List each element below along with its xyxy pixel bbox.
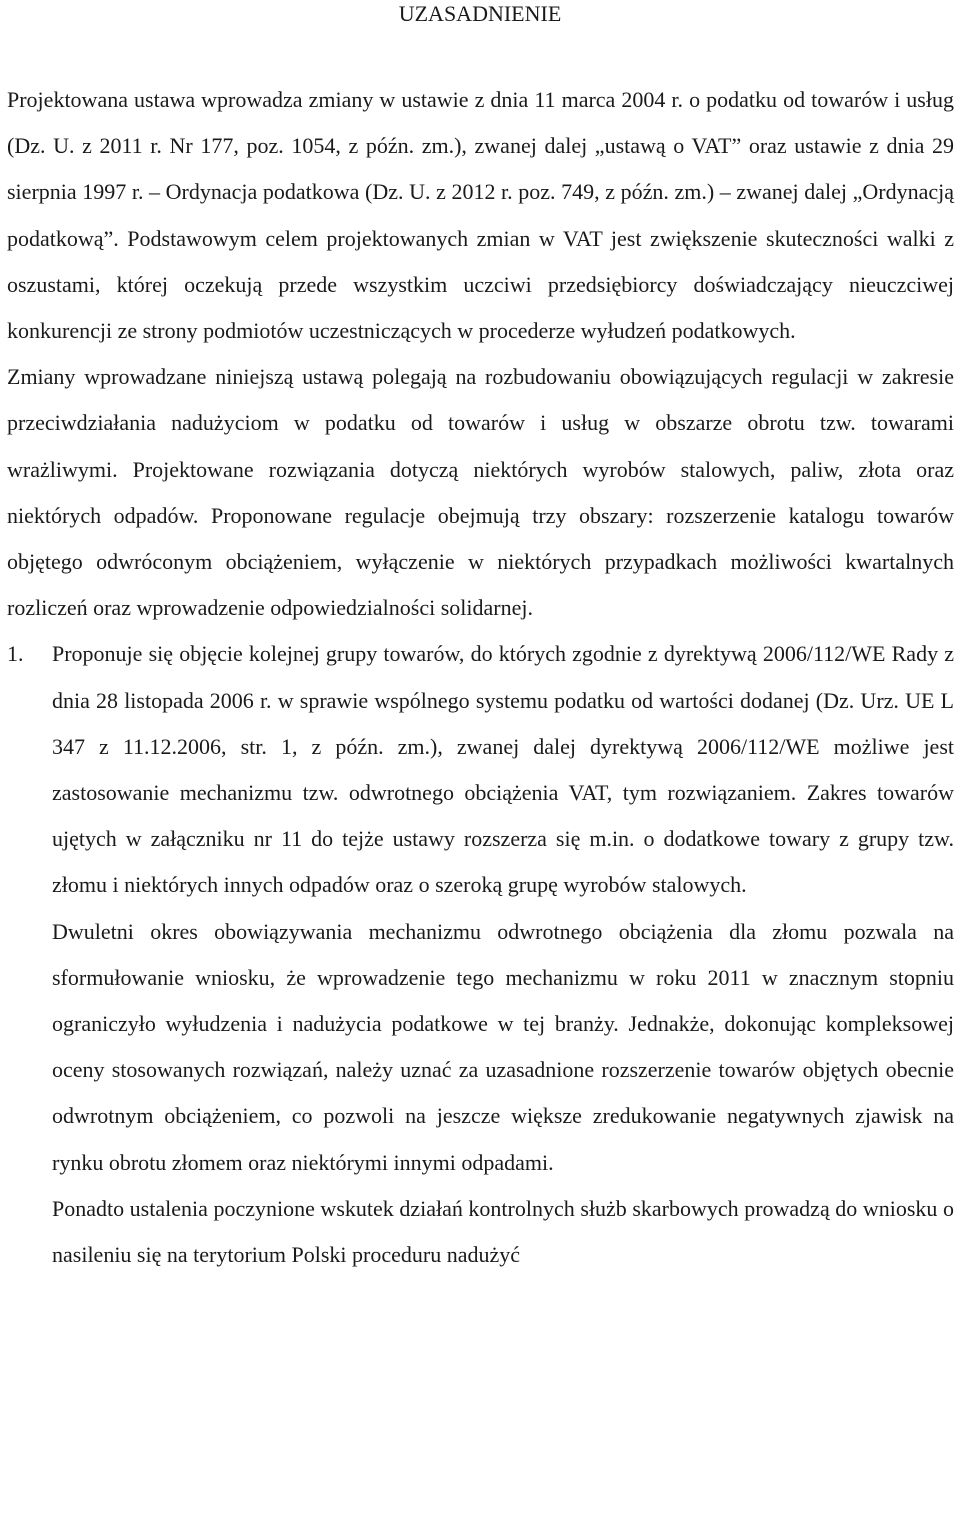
document-title: UZASADNIENIE xyxy=(398,1,562,26)
list-item-paragraph: Proponuje się objęcie kolejnej grupy towarów, do których zgodnie z dyrektywą 2006/112/WE Rady z dnia 28 listopada 2006 r. w sprawie wspólnego systemu podatku od wartości dodanej (Dz. Urz. UE L 347 z 11.12.2006, str. 1, z późn. zm.), zwanej dalej dyrektywą 2006/112/WE możliwe jest zastosowanie mechanizmu tzw. odwrotnego obciążenia VAT, tym rozwiązaniem. Zakres towarów ujętych w załączniku nr 11 do tejże ustawy rozszerza się m.in. o dodatkowe towary z grupy tzw. złomu i niektórych innych odpadów oraz o szeroką grupę wyrobów stalowych. xyxy=(52,641,954,898)
list-number: 1. xyxy=(7,641,24,667)
list-item-paragraph: Ponadto ustalenia poczynione wskutek działań kontrolnych służb skarbowych prowadzą do wniosku o nasileniu się na terytorium Polski proceduru nadużyć xyxy=(52,1195,954,1268)
list-item-paragraph: Dwuletni okres obowiązywania mechanizmu odwrotnego obciążenia dla złomu pozwala na sformułowanie wniosku, że wprowadzenie tego mechanizmu w roku 2011 w znacznym stopniu ograniczyło wyłudzenia i nadużycia podatkowe w tej branży. Jednakże, dokonując kompleksowej oceny stosowanych rozwiązań, należy uznać za uzasadnione rozszerzenie towarów objętych obecnie odwrotnym obciążeniem, co pozwoli na jeszcze większe zredukowanie negatywnych zjawisk na rynku obrotu złomem oraz niektórymi innymi odpadami. xyxy=(52,918,954,1175)
paragraph-changes: Zmiany wprowadzane niniejszą ustawą polegają na rozbudowaniu obowiązujących regulacji w zakresie przeciwdziałania nadużyciom w podatku od towarów i usług w obszarze obrotu tzw. towarami wrażliwymi. Projektowane rozwiązania dotyczą niektórych wyrobów stalowych, paliw, złota oraz niektórych odpadów. Proponowane regulacje obejmują trzy obszary: rozszerzenie katalogu towarów objętego odwróconym obciążeniem, wyłączenie w niektórych przypadkach możliwości kwartalnych rozliczeń oraz wprowadzenie odpowiedzialności solidarnej. xyxy=(7,364,954,621)
paragraph-intro: Projektowana ustawa wprowadza zmiany w ustawie z dnia 11 marca 2004 r. o podatku od towarów i usług (Dz. U. z 2011 r. Nr 177, poz. 1054, z późn. zm.), zwanej dalej „ustawą o VAT” oraz ustawie z dnia 29 sierpnia 1997 r. – Ordynacja podatkowa (Dz. U. z 2012 r. poz. 749, z późn. zm.) – zwanej dalej „Ordynacją podatkową”. Podstawowym celem projektowanych zmian w VAT jest zwiększenie skuteczności walki z oszustami, której oczekują przede wszystkim uczciwi przedsiębiorcy doświadczający nieuczciwej konkurencji ze strony podmiotów uczestniczących w procederze wyłudzeń podatkowych. xyxy=(7,87,954,344)
list-item-1 xyxy=(7,631,954,1278)
document-body xyxy=(7,77,954,1278)
